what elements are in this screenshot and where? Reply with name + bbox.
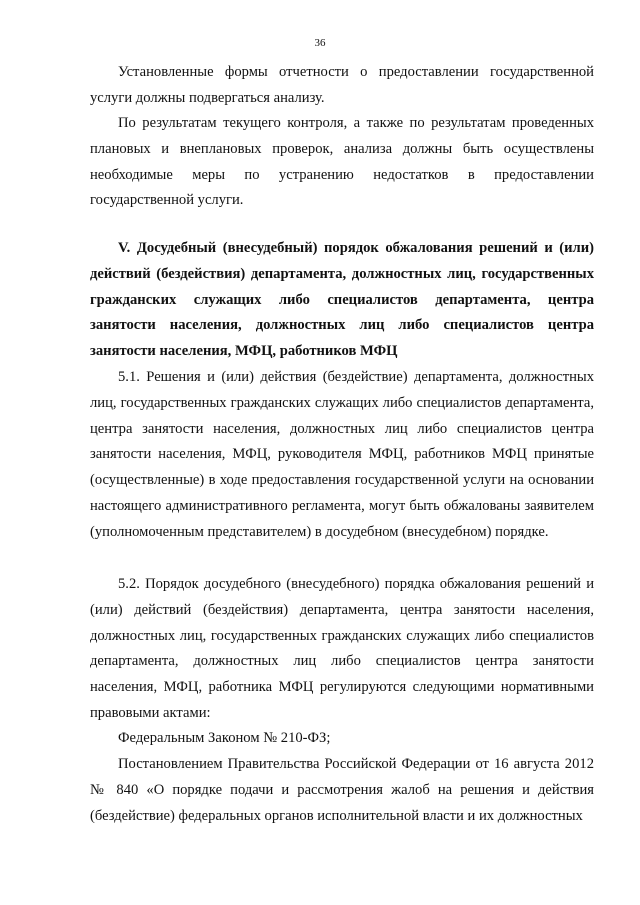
paragraph-control-results: По результатам текущего контроля, а также по результатам проведенных плановых и внеплановых проверок, анализа должны быть осуществлены необходимые меры по устранению недостатков в предоставлении государственной услуги. — [90, 115, 594, 209]
paragraph-government-decree: Постановлением Правительства Российской Федерации от 16 августа 2012 № 840 «О порядке подачи и рассмотрения жалоб на решения и действия (бездействие) федеральных органов исполнительной власти и их должностных — [90, 756, 594, 824]
paragraph-federal-law: Федеральным Законом № 210-ФЗ; — [118, 730, 331, 746]
paragraph-5-1: 5.1. Решения и (или) действия (бездействие) департамента, должностных лиц, государственных гражданских служащих либо специалистов департамента, центра занятости населения, должностных лиц либо специалистов центра занятости населения, МФЦ, руководителя МФЦ, работников МФЦ принятые (осуществленные) в ходе предоставления государственной услуги на основании настоящего административного регламента, могут быть обжалованы заявителем (уполномоченным представителем) в досудебном (внесудебном) порядке. — [90, 369, 594, 540]
section-heading-v: V. Досудебный (внесудебный) порядок обжалования решений и (или) действий (бездействия) департамента, должностных лиц, государственных гражданских служащих либо специалистов департамента, центра занятости населения, должностных лиц либо специалистов центра занятости населения, МФЦ, работников МФЦ — [90, 240, 594, 360]
paragraph-reporting-analysis: Установленные формы отчетности о предоставлении государственной услуги должны подвергаться анализу. — [90, 64, 594, 106]
page-number: 36 — [314, 37, 326, 49]
paragraph-5-2: 5.2. Порядок досудебного (внесудебного) порядка обжалования решений и (или) действий (бездействия) департамента, центра занятости населения, должностных лиц, государственных гражданских служащих либо специалистов департамента, должностных лиц либо специалистов центра занятости населения, МФЦ, работника МФЦ регулируются следующими нормативными правовыми актами: — [90, 576, 594, 721]
